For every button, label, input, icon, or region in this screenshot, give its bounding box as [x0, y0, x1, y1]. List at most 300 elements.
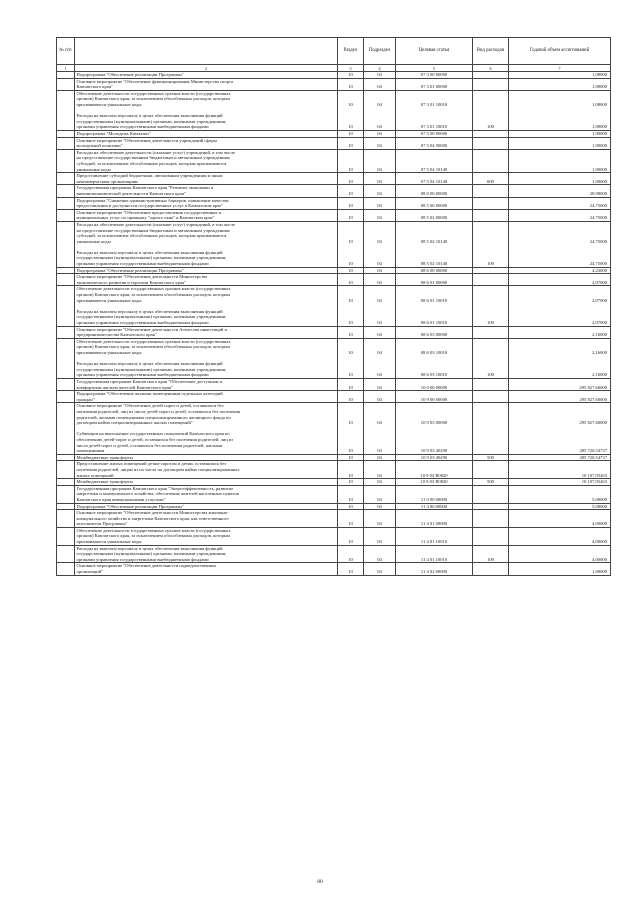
table-row [57, 286, 611, 326]
table-row [57, 267, 611, 274]
item-name-line: попечения родителей, лицам из их числа по договорам найма специализированных [76, 466, 240, 472]
target-article-cell: 11 4 01 10010 [396, 527, 473, 545]
row-number-cell [57, 286, 75, 326]
expense-type-cell [473, 209, 509, 221]
table-row [57, 485, 611, 503]
expense-type-cell-sub-value: 100 [487, 320, 494, 326]
podrazdel-cell: 04 [364, 563, 396, 575]
row-number-cell [57, 185, 75, 197]
item-name-line: Основное мероприятие "Обеспечение функционирования Министерства спорта [76, 78, 234, 84]
item-name-line: Расходы на обеспечение деятельности (оказание услуг) учреждений, в том числе [76, 149, 235, 155]
table-row [57, 545, 611, 563]
item-name-cell [75, 461, 338, 479]
item-name-cell [75, 274, 338, 286]
item-name-line: Основное мероприятие "Обеспечение деятельности Министерства жилищно- [76, 510, 229, 516]
item-name-cell [75, 137, 338, 149]
target-article-cell: 07 5 00 00000 [396, 130, 473, 137]
razdel-cell: 10 [338, 503, 364, 510]
expense-type-cell [473, 461, 509, 479]
row-number-cell [57, 563, 75, 575]
table-row [57, 72, 611, 79]
razdel-cell: 10 [338, 545, 364, 563]
item-name-line: органами управления государственными внебюджетными фондами [76, 320, 209, 326]
target-article-cell-value: 10 9 03 00000 [420, 420, 448, 426]
row-number-cell [57, 461, 75, 479]
column-number: 6 [473, 65, 509, 72]
item-name-line: некоммерческим организациям [76, 178, 138, 184]
expense-type-cell [473, 267, 509, 274]
expense-type-cell [473, 563, 509, 575]
item-name-line: граждан" [76, 396, 95, 402]
target-article-cell-sub-value: 10 9 03 40290 [420, 448, 448, 454]
podrazdel-cell-sub-value: 04 [377, 124, 382, 130]
item-name-cell [75, 149, 338, 172]
item-name-cell [75, 130, 338, 137]
item-name-line: на предоставление государственным бюджетным и автономным учреждениям [76, 227, 230, 233]
table-row [57, 563, 611, 575]
header-expense-type: Вид расходов [473, 38, 509, 65]
podrazdel-cell: 04 [364, 326, 396, 338]
podrazdel-cell [364, 90, 396, 130]
podrazdel-cell [364, 338, 396, 378]
target-article-cell: 07 3 00 00000 [396, 72, 473, 79]
item-name-cell [75, 391, 338, 403]
razdel-cell [338, 221, 364, 267]
item-name-line: жилых помещений [76, 472, 114, 478]
podrazdel-cell: 04 [364, 173, 396, 185]
table-row [57, 90, 611, 130]
expense-type-cell [473, 72, 509, 79]
item-name-line: Государственная программа Камчатского края "Обеспечение доступным и [76, 379, 223, 384]
target-article-cell-value: 08 6 01 10010 [420, 297, 448, 303]
item-name-cell [75, 185, 338, 197]
table-row [57, 527, 611, 545]
razdel-cell: 10 [338, 137, 364, 149]
item-name-line: органов) Камчатского края, за исключением обособленных расходов, которым [76, 533, 230, 539]
target-article-cell-value: 08 6 03 10010 [420, 350, 448, 356]
target-article-cell: 11 0 00 00000 [396, 485, 473, 503]
razdel-cell [338, 338, 364, 378]
podrazdel-cell-value: 04 [377, 297, 382, 303]
item-name-line: молодежной политики" [76, 143, 123, 149]
row-number-cell [57, 527, 75, 545]
podrazdel-cell: 04 [364, 379, 396, 391]
table-row [57, 274, 611, 286]
podrazdel-cell: 04 [364, 197, 396, 209]
target-article-cell: 07 5 04 10140 [396, 149, 473, 172]
row-number-cell [57, 221, 75, 267]
target-article-cell: 11 4 01 00000 [396, 510, 473, 528]
item-name-line: органами управления государственными внебюджетными фондами [76, 556, 209, 562]
razdel-cell-value: 10 [348, 420, 353, 426]
expense-type-cell [473, 78, 509, 90]
razdel-cell [338, 286, 364, 326]
item-name-line: Основное мероприятие "Обеспечение деятельности Агентства инвестиций и [76, 326, 227, 332]
annual-volume-cell: 285 720,54737 [509, 454, 611, 461]
annual-volume-cell-value: 295 827,60000 [579, 420, 607, 426]
podrazdel-cell: 04 [364, 209, 396, 221]
annual-volume-cell: 5,08000 [509, 503, 611, 510]
target-article-cell: 11 4 00 00000 [396, 503, 473, 510]
expense-type-cell [473, 510, 509, 528]
razdel-cell: 10 [338, 391, 364, 403]
row-number-cell [57, 130, 75, 137]
podrazdel-cell: 04 [364, 479, 396, 486]
annual-volume-cell: 1,90000 [509, 149, 611, 172]
target-article-cell: 08 0 00 00000 [396, 185, 473, 197]
header-annual-volume: Годовой объем ассигнований [509, 38, 611, 65]
razdel-cell: 10 [338, 185, 364, 197]
item-name-cell [75, 173, 338, 185]
podrazdel-cell: 04 [364, 503, 396, 510]
target-article-cell: 10 9 03 40290 [396, 454, 473, 461]
row-number-cell [57, 267, 75, 274]
razdel-cell: 10 [338, 209, 364, 221]
expense-type-cell [473, 149, 509, 172]
razdel-cell: 10 [338, 173, 364, 185]
header-razdel: Раздел [338, 38, 364, 65]
razdel-cell: 10 [338, 130, 364, 137]
annual-volume-cell: 1,90000 [509, 173, 611, 185]
item-name-line: Камчатского края коммунальными услугами" [76, 496, 166, 502]
table-body [57, 72, 611, 576]
razdel-cell: 10 [338, 274, 364, 286]
item-name-line: Предоставление жилых помещений детям-сиротам и детям, оставшимся без [76, 461, 227, 467]
item-name-line: государственными (муниципальными) органами, казенными учреждениями, [76, 255, 227, 261]
row-number-cell [57, 510, 75, 528]
item-name-line: коммунального хозяйства и энергетики Камчатского края, как ответственного [76, 515, 229, 521]
target-article-cell: 10 9 03 R0820 [396, 479, 473, 486]
annual-volume-cell: 1,90000 [509, 137, 611, 149]
table-row [57, 503, 611, 510]
item-name-cell [75, 510, 338, 528]
item-name-line: Расходы на выплаты персоналу в целях обеспечения выполнения функций [76, 545, 223, 551]
budget-table [56, 37, 611, 576]
razdel-cell: 10 [338, 510, 364, 528]
annual-volume-cell: 1,08000 [509, 563, 611, 575]
row-number-cell [57, 545, 75, 563]
annual-volume-cell: 24,75000 [509, 197, 611, 209]
table-row [57, 479, 611, 486]
item-name-line: Расходы на обеспечение деятельности (оказание услуг) учреждений, в том числе [76, 221, 235, 227]
podrazdel-cell: 04 [364, 137, 396, 149]
item-name-line: Обеспечение деятельности государственных органов власти (государственных [76, 286, 231, 292]
item-name-line: органов) Камчатского края, за исключением обособленных расходов, которым [76, 96, 230, 102]
item-name-line: Государственная программа Камчатского края "Энергоэффективность, развитие [76, 485, 234, 491]
annual-volume-cell-sub-value: 2,07000 [592, 320, 607, 326]
row-number-cell [57, 479, 75, 486]
item-name-line: Основное мероприятие "Обеспечение деятельности учреждений сферы [76, 137, 217, 143]
row-number-cell [57, 72, 75, 79]
item-name-line: органов) Камчатского края, за исключением обособленных расходов, которым [76, 292, 230, 298]
podrazdel-cell: 04 [364, 461, 396, 479]
podrazdel-cell [364, 221, 396, 267]
razdel-cell: 10 [338, 326, 364, 338]
target-article-cell: 08 5 02 00000 [396, 209, 473, 221]
razdel-cell: 10 [338, 78, 364, 90]
item-name-line: Межбюджетные трансферты [76, 479, 133, 485]
target-article-cell: 10 9 00 00000 [396, 391, 473, 403]
target-article-cell: 11 4 01 10010 [396, 545, 473, 563]
podrazdel-cell-sub-value: 04 [377, 261, 382, 267]
item-name-line: Основное мероприятие "Обеспечение предоставления государственных и [76, 209, 222, 215]
expense-type-cell-value [475, 286, 507, 303]
item-name-line: уникальные коды [76, 238, 111, 244]
podrazdel-cell: 04 [364, 510, 396, 528]
razdel-cell-value: 10 [348, 238, 353, 244]
row-number-cell [57, 503, 75, 510]
row-number-cell [57, 454, 75, 461]
item-name-line: комфортным жильем жителей Камчатского края" [76, 384, 173, 390]
razdel-cell: 10 [338, 527, 364, 545]
target-article-cell: 11 4 02 00000 [396, 563, 473, 575]
expense-type-cell-sub-value: 100 [487, 124, 494, 130]
row-number-cell [57, 485, 75, 503]
annual-volume-cell-sub-value: 24,75000 [589, 261, 607, 267]
expense-type-cell: 100 [473, 545, 509, 563]
podrazdel-cell: 04 [364, 185, 396, 197]
table-row [57, 137, 611, 149]
item-name-line: органов) Камчатского края, за исключением обособленных расходов, которым [76, 344, 230, 350]
row-number-cell [57, 90, 75, 130]
expense-type-cell [473, 274, 509, 286]
item-name-cell [75, 197, 338, 209]
expense-type-cell: 500 [473, 454, 509, 461]
item-name-line: органами управления государственными внебюджетными фондами [76, 372, 209, 378]
annual-volume-cell-sub-value: 2,16000 [592, 372, 607, 378]
item-name-cell [75, 454, 338, 461]
annual-volume-cell: 4,00000 [509, 545, 611, 563]
item-name-line: присваиваются уникальные коды [76, 297, 142, 303]
column-number: 5 [396, 65, 473, 72]
podrazdel-cell-value: 04 [377, 350, 382, 356]
item-name-line: Расходы на выплаты персоналу в целях обеспечения выполнения функций [76, 361, 223, 367]
expense-type-cell-value [475, 91, 507, 108]
item-name-line: попечения родителей, лиц из числа детей-сирот и детей, оставшихся без попечения [76, 409, 241, 414]
item-name-line: Основное мероприятие "Обеспечение деятельности Министерства [76, 274, 208, 280]
expense-type-cell [473, 185, 509, 197]
razdel-cell-value: 10 [348, 297, 353, 303]
expense-type-cell [473, 286, 509, 326]
expense-type-cell [473, 338, 509, 378]
column-number-row [57, 65, 611, 72]
table-row [57, 461, 611, 479]
row-number-cell [57, 338, 75, 378]
column-number: 3 [338, 65, 364, 72]
item-name-line: Расходы на выплаты персоналу в целях обеспечения выполнения функций [76, 113, 223, 119]
header-name [75, 38, 338, 65]
item-name-line: числа детей-сирот и детей, оставшихся без попечения родителей, жилыми [76, 442, 223, 448]
annual-volume-cell-sub-value: 285 720,54737 [579, 448, 607, 454]
target-article-cell [396, 221, 473, 267]
annual-volume-cell: 2,07000 [509, 274, 611, 286]
item-name-cell [75, 267, 338, 274]
podrazdel-cell-value: 04 [377, 420, 382, 426]
annual-volume-cell: 295 827,60000 [509, 379, 611, 391]
expense-type-cell [473, 197, 509, 209]
item-name-cell [75, 379, 338, 391]
podrazdel-cell: 04 [364, 149, 396, 172]
row-number-cell [57, 403, 75, 454]
annual-volume-cell [509, 90, 611, 130]
expense-type-cell-sub-value: 100 [487, 372, 494, 378]
annual-volume-cell [509, 338, 611, 378]
podrazdel-cell: 04 [364, 274, 396, 286]
item-name-line: предпринимательства Камчатского края" [76, 332, 157, 338]
item-name-line: государственными (муниципальными) органами, казенными учреждениями, [76, 551, 227, 557]
item-name-line: предоставления и доступности государственных услуг в Камчатском крае" [76, 203, 224, 209]
item-name-line: Подпрограмма "Снижение административных барьеров, повышение качества [76, 197, 229, 203]
annual-volume-cell-value: 2,16000 [592, 350, 607, 356]
razdel-cell: 10 [338, 454, 364, 461]
annual-volume-cell [509, 403, 611, 454]
target-article-cell [396, 286, 473, 326]
item-name-line: энергетики и коммунального хозяйства, обеспечение жителей населенных пунктов [76, 491, 239, 497]
target-article-cell: 08 6 00 00000 [396, 267, 473, 274]
annual-volume-cell: 295 827,60000 [509, 391, 611, 403]
annual-volume-cell-sub-value: 1,08000 [592, 124, 607, 130]
annual-volume-cell: 4,00000 [509, 510, 611, 528]
item-name-line: присваиваются уникальные коды [76, 102, 142, 107]
podrazdel-cell: 04 [364, 267, 396, 274]
item-name-line: присваиваются уникальные коды [76, 350, 142, 356]
table-row [57, 403, 611, 454]
item-name-cell [75, 403, 338, 454]
table-row [57, 149, 611, 172]
item-name-line: государственными (муниципальными) органами, казенными учреждениями, [76, 366, 227, 372]
item-name-cell [75, 90, 338, 130]
annual-volume-cell-value: 1,08000 [592, 101, 607, 107]
podrazdel-cell: 04 [364, 485, 396, 503]
row-number-cell [57, 209, 75, 221]
target-article-cell-sub-value: 08 6 01 10010 [420, 320, 448, 326]
podrazdel-cell [364, 403, 396, 454]
podrazdel-cell: 04 [364, 545, 396, 563]
target-article-cell: 10 0 00 00000 [396, 379, 473, 391]
annual-volume-cell-value: 24,75000 [589, 238, 607, 244]
row-number-cell [57, 326, 75, 338]
annual-volume-cell [509, 286, 611, 326]
item-name-cell [75, 286, 338, 326]
expense-type-cell [473, 503, 509, 510]
annual-volume-cell: 4,23000 [509, 267, 611, 274]
table-row [57, 454, 611, 461]
podrazdel-cell: 04 [364, 72, 396, 79]
item-name-line: помещениями [76, 448, 105, 454]
podrazdel-cell: 04 [364, 130, 396, 137]
razdel-cell-value: 10 [348, 350, 353, 356]
target-article-cell [396, 403, 473, 454]
row-number-cell [57, 137, 75, 149]
header-target-article: Целевая статья [396, 38, 473, 65]
item-name-line: органами управления государственными внебюджетными фондами [76, 124, 209, 130]
razdel-cell: 10 [338, 379, 364, 391]
razdel-cell: 10 [338, 267, 364, 274]
razdel-cell [338, 90, 364, 130]
razdel-cell-sub-value: 10 [348, 261, 353, 267]
row-number-cell [57, 173, 75, 185]
target-article-cell: 07 3 01 00000 [396, 78, 473, 90]
item-name-line: Основное мероприятие "Обеспечение детей-сирот и детей, оставшихся без [76, 403, 224, 409]
item-name-line: Основное мероприятие "Обеспечение деятельности подведомственных [76, 563, 217, 569]
annual-volume-cell: 5,08000 [509, 485, 611, 503]
expense-type-cell [473, 391, 509, 403]
expense-type-cell [473, 137, 509, 149]
item-name-line: Государственная программа Камчатского края "Развитие экономики и [76, 185, 214, 191]
podrazdel-cell-sub-value: 04 [377, 320, 382, 326]
expense-type-cell [473, 90, 509, 130]
item-name-cell [75, 326, 338, 338]
expense-type-cell-sub-value: 100 [487, 261, 494, 267]
item-name-line: исполнителя Программы" [76, 521, 128, 527]
podrazdel-cell: 04 [364, 527, 396, 545]
item-name-line: уникальные коды [76, 166, 111, 172]
item-name-line: субсидий, за исключением обособленных расходов, которым присваиваются [76, 160, 227, 166]
expense-type-cell [473, 221, 509, 267]
target-article-cell-value: 07 3 01 10010 [420, 101, 448, 107]
item-name-line: родителей, жилыми помещениями специализированного жилищного фонда по [76, 414, 231, 420]
razdel-cell: 10 [338, 485, 364, 503]
item-name-cell [75, 479, 338, 486]
razdel-cell-value: 10 [348, 101, 353, 107]
table-row [57, 326, 611, 338]
table-row [57, 338, 611, 378]
annual-volume-cell-value: 2,07000 [592, 297, 607, 303]
expense-type-cell: 600 [473, 173, 509, 185]
target-article-cell [396, 338, 473, 378]
annual-volume-cell [509, 221, 611, 267]
header-podrazdel: Подраздел [364, 38, 396, 65]
item-name-line: Подпрограмма "Обеспечение реализации Программы" [76, 267, 184, 273]
target-article-cell: 07 5 04 10140 [396, 173, 473, 185]
row-number-cell [57, 274, 75, 286]
item-name-line: Предоставление субсидий бюджетным, автономным учреждениям и иным [76, 173, 223, 179]
table-row [57, 221, 611, 267]
item-name-line: договорам найма специализированных жилых помещений" [76, 420, 193, 426]
podrazdel-cell-value: 04 [377, 238, 382, 244]
item-name-cell [75, 563, 338, 575]
table-row [57, 197, 611, 209]
expense-type-cell-value [475, 222, 507, 244]
item-name-line: Межбюджетные трансферты [76, 454, 133, 460]
expense-type-cell [473, 379, 509, 391]
annual-volume-cell: 28,98000 [509, 185, 611, 197]
item-name-cell [75, 338, 338, 378]
item-name-line: Субвенции на выполнение государственных полномочий Камчатского края по [76, 431, 230, 437]
table-row [57, 78, 611, 90]
expense-type-cell [473, 485, 509, 503]
podrazdel-cell-sub-value: 04 [377, 448, 382, 454]
item-name-line: Обеспечение деятельности государственных органов власти (государственных [76, 338, 231, 344]
razdel-cell: 10 [338, 461, 364, 479]
target-article-cell-sub-value: 07 3 01 10010 [420, 124, 448, 130]
item-name-line: государственными (муниципальными) органами, казенными учреждениями, [76, 118, 227, 124]
expense-type-cell [473, 130, 509, 137]
column-number: 2 [75, 65, 338, 72]
item-name-line: на предоставление государственным бюджетным и автономным учреждениям [76, 155, 230, 161]
razdel-cell-sub-value: 10 [348, 320, 353, 326]
annual-volume-cell: 4,00000 [509, 527, 611, 545]
table-row [57, 173, 611, 185]
razdel-cell-sub-value: 10 [348, 124, 353, 130]
podrazdel-cell: 04 [364, 391, 396, 403]
item-name-line: Обеспечение деятельности государственных органов власти (государственных [76, 90, 231, 96]
page-number: 80 [317, 879, 323, 885]
expense-type-cell [473, 527, 509, 545]
item-name-line: муниципальных услуг по принципу "одного окна" в Камчатском крае" [76, 215, 215, 221]
expense-type-cell [473, 403, 509, 454]
budget-table-sheet [56, 37, 610, 576]
